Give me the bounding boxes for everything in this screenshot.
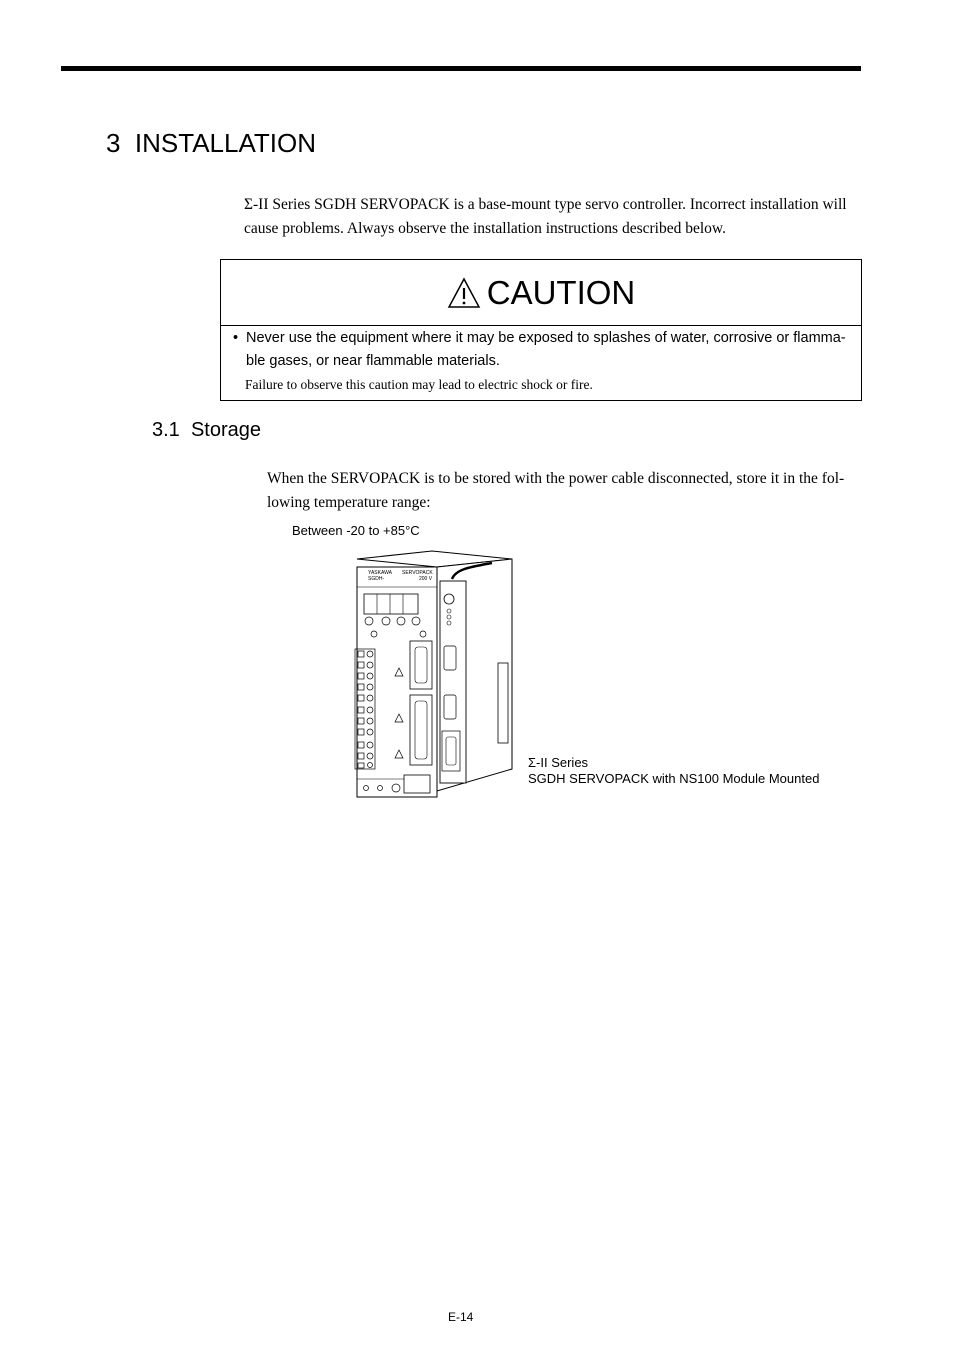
brand-label: YASKAWA [368,570,392,576]
caution-box [220,259,862,401]
model-label: SGDH- [368,576,385,582]
intro-paragraph: Σ-II Series SGDH SERVOPACK is a base-mount type servo controller. Incorrect installation will cause problems. Always observe the installation instructions described below. [244,196,847,237]
header-rule [61,66,861,71]
bullet: • [233,330,239,346]
temperature-range: Between -20 to +85°C [292,523,420,538]
servopack-illustration [352,543,517,801]
ns100-module [440,581,466,783]
figure-caption [528,755,819,787]
caution-note: Failure to observe this caution may lead to electric shock or fire. [245,377,593,392]
caption-line-1: Σ-II Series [528,755,589,770]
caution-header [221,260,861,326]
warning-icon [447,277,481,309]
caution-item [233,327,853,373]
caution-item-text: Never use the equipment where it may be exposed to splashes of water, corrosive or flamma-ble gases, or near flammable materials. [246,330,846,369]
voltage-label: 200 V [419,576,433,582]
storage-paragraph: When the SERVOPACK is to be stored with the power cable disconnected, store it in the fol-lowing temperature range: [267,470,845,511]
section-title: 3.1 Storage [152,419,261,441]
chapter-title: 3 INSTALLATION [106,128,316,158]
caption-line-2: SGDH SERVOPACK with NS100 Module Mounted [528,771,820,786]
page-number: E-14 [448,1310,474,1324]
product-label: SERVOPACK [402,570,433,576]
caution-title: CAUTION [486,273,636,311]
